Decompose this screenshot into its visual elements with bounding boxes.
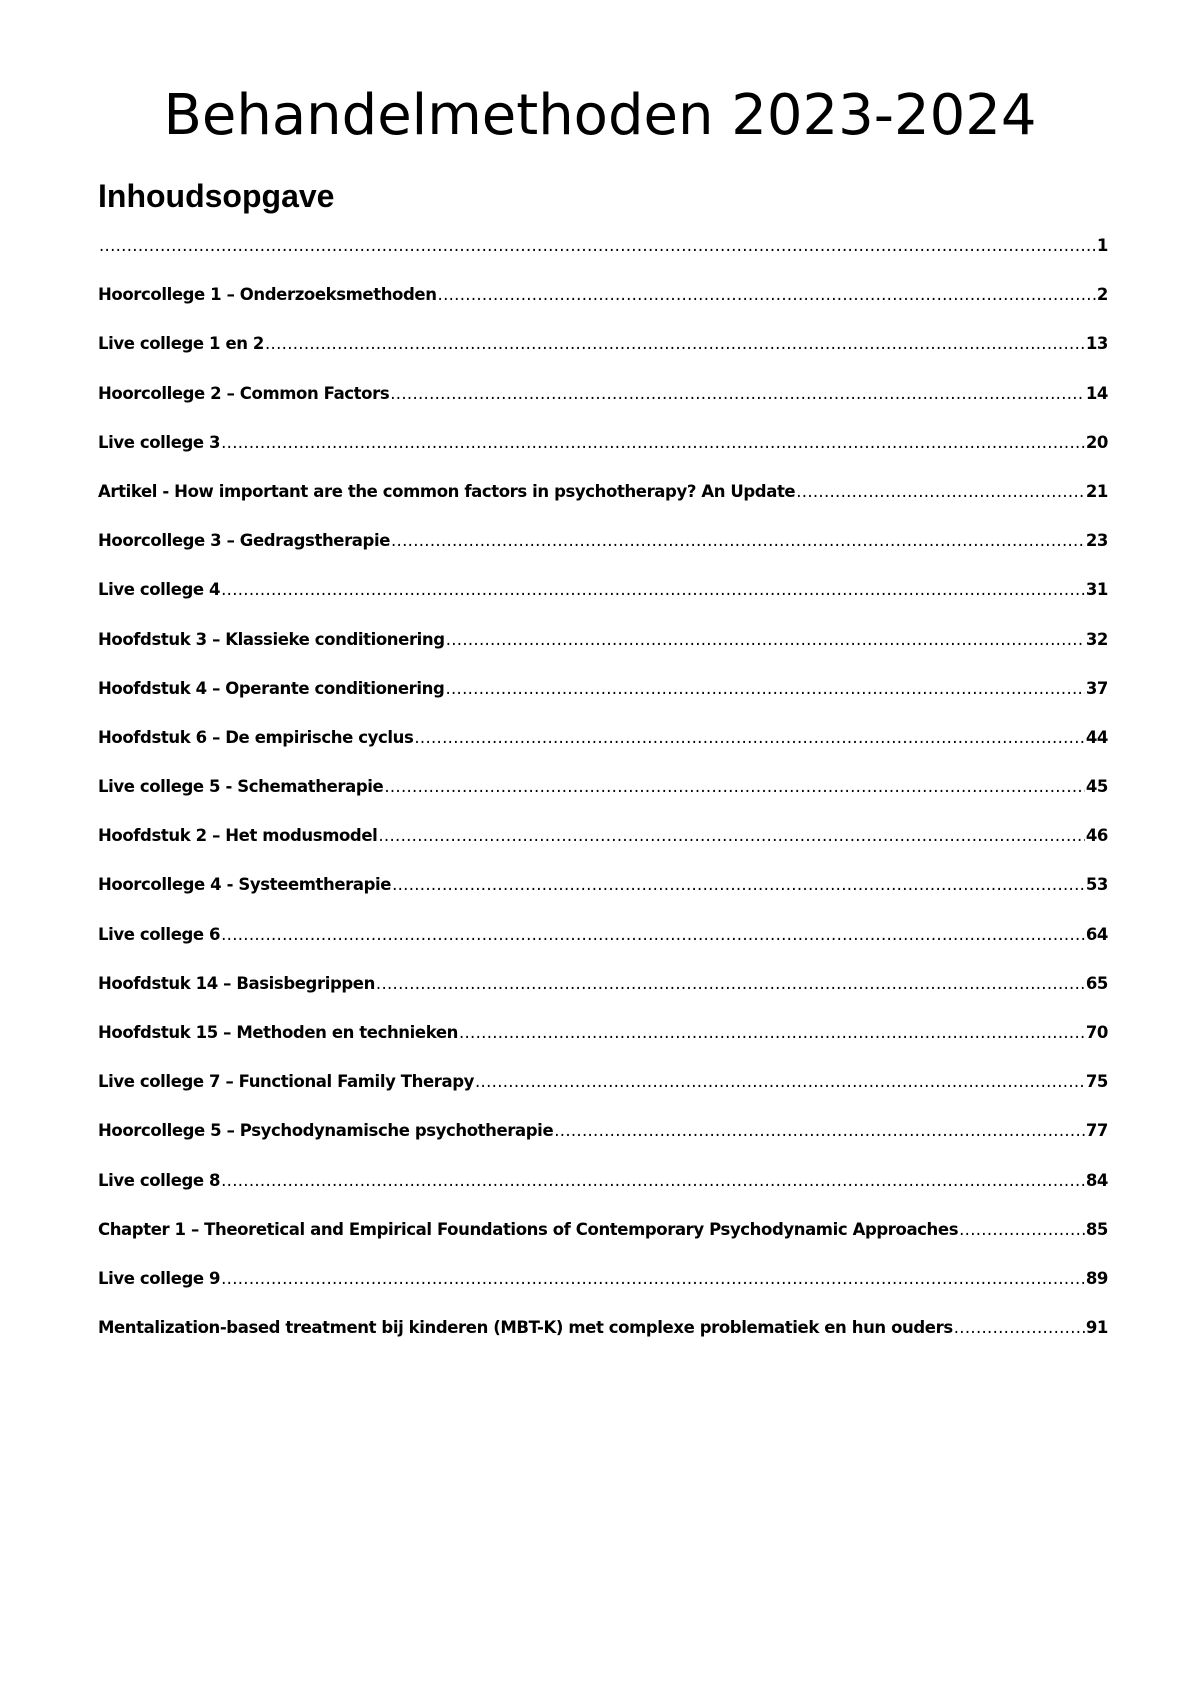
toc-entry-page-number: 37 (1085, 678, 1108, 698)
toc-dot-leader (392, 875, 1085, 894)
toc-entry[interactable] (98, 531, 1108, 580)
toc-entry[interactable] (98, 875, 1108, 924)
toc-entry-label: Hoorcollege 3 – Gedragstherapie (98, 531, 391, 551)
toc-entry-label: Hoofdstuk 2 – Het modusmodel (98, 826, 378, 846)
toc-entry[interactable] (98, 777, 1108, 826)
document-title: Behandelmethoden 2023-2024 (163, 83, 1037, 148)
toc-dot-leader (221, 1171, 1085, 1190)
toc-entry-page-number: 89 (1085, 1268, 1108, 1288)
toc-dot-leader (414, 728, 1084, 747)
toc-entry[interactable] (98, 1023, 1108, 1072)
toc-entry[interactable] (98, 630, 1108, 679)
toc-entry-label: Hoorcollege 2 – Common Factors (98, 383, 390, 403)
toc-entry[interactable] (98, 580, 1108, 629)
toc-entry-page-number: 45 (1085, 777, 1108, 797)
toc-entry-label: Hoorcollege 5 – Psychodynamische psychotherapie (98, 1121, 554, 1141)
toc-entry-page-number: 84 (1085, 1170, 1108, 1190)
toc-entry-label: Live college 3 (98, 432, 221, 452)
toc-entry-page-number: 20 (1085, 432, 1108, 452)
toc-entry-page-number: 46 (1085, 826, 1108, 846)
toc-entry-label: Chapter 1 – Theoretical and Empirical Foundations of Contemporary Psychodynamic Approaches (98, 1219, 959, 1239)
toc-entry[interactable] (98, 728, 1108, 777)
toc-entry-page-number: 85 (1085, 1219, 1108, 1239)
toc-entry-page-number: 23 (1085, 531, 1108, 551)
toc-entry[interactable] (98, 384, 1108, 433)
toc-entry-page-number: 21 (1085, 481, 1108, 501)
toc-entry-label: Hoorcollege 4 - Systeemtherapie (98, 875, 392, 895)
toc-dot-leader (221, 580, 1085, 599)
toc-entry-page-number: 1 (1096, 236, 1108, 255)
toc-entry[interactable] (98, 482, 1108, 531)
toc-entry[interactable] (98, 1171, 1108, 1220)
toc-entry[interactable] (98, 236, 1108, 285)
toc-entry-page-number: 64 (1085, 924, 1108, 944)
toc-dot-leader (554, 1121, 1085, 1140)
toc-entry-page-number: 2 (1096, 285, 1108, 305)
toc-dot-leader (459, 1023, 1085, 1042)
toc-entry-label: Mentalization-based treatment bij kinderen (MBT-K) met complexe problematiek en hun ouders (98, 1318, 953, 1338)
toc-entry-label: Live college 4 (98, 580, 221, 600)
toc-entry-label: Live college 6 (98, 924, 221, 944)
toc-entry-label: Hoofdstuk 3 – Klassieke conditionering (98, 629, 445, 649)
toc-dot-leader (446, 630, 1085, 649)
toc-entry[interactable] (98, 285, 1108, 334)
toc-entry-page-number: 13 (1085, 334, 1108, 354)
toc-dot-leader (221, 925, 1085, 944)
toc-entry-label: Hoorcollege 1 – Onderzoeksmethoden (98, 285, 437, 305)
toc-entry[interactable] (98, 974, 1108, 1023)
toc-dot-leader (796, 482, 1085, 501)
toc-dot-leader (384, 777, 1085, 796)
toc-entry-page-number: 65 (1085, 973, 1108, 993)
toc-entry-page-number: 53 (1085, 875, 1108, 895)
toc-dot-leader (265, 334, 1085, 353)
toc-entry-page-number: 70 (1085, 1023, 1108, 1042)
toc-entry-page-number: 44 (1085, 727, 1108, 747)
toc-entry-page-number: 91 (1085, 1318, 1108, 1338)
toc-entry[interactable] (98, 826, 1108, 875)
toc-entry[interactable] (98, 1269, 1108, 1318)
toc-entry-page-number: 32 (1085, 629, 1108, 649)
toc-dot-leader (99, 236, 1096, 255)
toc-dot-leader (390, 384, 1085, 403)
toc-entry-page-number: 14 (1085, 383, 1108, 403)
toc-heading: Inhoudsopgave (98, 178, 335, 214)
toc-dot-leader (221, 1269, 1085, 1288)
toc-dot-leader (438, 285, 1096, 304)
toc-entry[interactable] (98, 1121, 1108, 1170)
toc-entry-page-number: 77 (1085, 1121, 1108, 1141)
toc-entry-label: Hoofdstuk 14 – Basisbegrippen (98, 973, 375, 993)
toc-dot-leader (475, 1072, 1085, 1091)
toc-entry-label: Live college 5 - Schematherapie (98, 777, 384, 797)
toc-entry[interactable] (98, 334, 1108, 383)
toc-dot-leader (445, 679, 1084, 698)
toc-entry[interactable] (98, 1220, 1108, 1269)
toc-entry[interactable] (98, 433, 1108, 482)
toc-dot-leader (376, 974, 1085, 993)
toc-entry[interactable] (98, 1072, 1108, 1121)
toc-entry-page-number: 75 (1085, 1072, 1108, 1092)
toc-dot-leader (391, 531, 1085, 550)
toc-entry-label: Live college 8 (98, 1170, 221, 1190)
toc-entry[interactable] (98, 679, 1108, 728)
toc-entry-label: Live college 7 – Functional Family Therapy (98, 1072, 475, 1092)
table-of-contents (98, 236, 1108, 1367)
toc-dot-leader (378, 826, 1084, 845)
toc-entry-page-number: 31 (1085, 580, 1108, 600)
toc-dot-leader (959, 1220, 1085, 1239)
toc-entry-label: Hoofdstuk 6 – De empirische cyclus (98, 727, 414, 747)
toc-dot-leader (954, 1318, 1085, 1337)
toc-entry-label: Live college 1 en 2 (98, 334, 265, 354)
toc-entry-label: Hoofdstuk 15 – Methoden en technieken (98, 1023, 458, 1042)
toc-entry-label: Live college 9 (98, 1268, 221, 1288)
toc-entry[interactable] (98, 1318, 1108, 1367)
toc-entry[interactable] (98, 925, 1108, 974)
toc-entry-label: Hoofdstuk 4 – Operante conditionering (98, 678, 445, 698)
toc-dot-leader (221, 433, 1085, 452)
toc-entry-label: Artikel - How important are the common factors in psychotherapy? An Update (98, 481, 796, 501)
